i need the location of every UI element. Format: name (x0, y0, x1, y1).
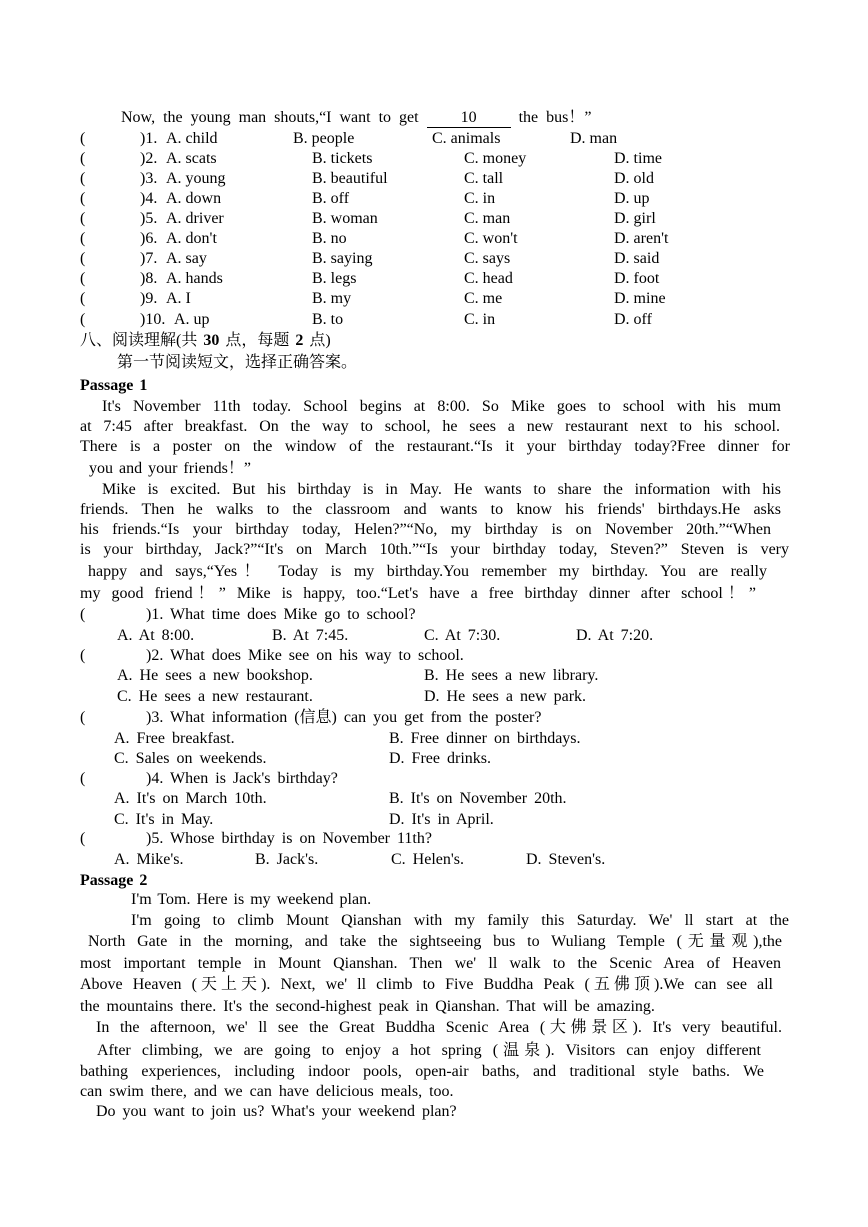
cloze-item-9: ( )9. A. I B. my C. me D. mine (80, 290, 666, 307)
question-5: ( )5. Whose birthday is on November 11th? (80, 830, 432, 847)
cloze-line-after: the bus！” (518, 109, 592, 126)
passage1-line: happy and says,“Yes！ Today is my birthday.You remember my birthday. You are really (88, 563, 767, 580)
question-5-option: B. Jack's. (255, 851, 319, 868)
question-3-option: D. Free drinks. (389, 750, 491, 767)
question-3: ( )3. What information (信息) can you get from the poster? (80, 709, 542, 726)
passage1-title: Passage 1 (80, 377, 148, 394)
question-2: ( )2. What does Mike see on his way to school. (80, 647, 464, 664)
passage2-line: Above Heaven (天上天). Next, we' ll climb to Five Buddha Peak (五佛顶).We can see all (80, 976, 773, 993)
cloze-item-5: ( )5. A. driver B. woman C. man D. girl (80, 210, 656, 227)
question-2-option: A. He sees a new bookshop. (117, 667, 313, 684)
passage2-line: the mountains there. It's the second-highest peak in Qianshan. That will be amazing. (80, 998, 655, 1015)
question-3-option: A. Free breakfast. (114, 730, 235, 747)
question-5-option: C. Helen's. (391, 851, 464, 868)
passage2-line: After climbing, we are going to enjoy a hot spring (温泉). Visitors can enjoy different (97, 1042, 761, 1059)
question-5-option: A. Mike's. (114, 851, 184, 868)
passage1-line: at 7:45 after breakfast. On the way to school, he sees a new restaurant next to his school. (80, 418, 780, 435)
passage2-line: Do you want to join us? What's your weekend plan? (96, 1103, 457, 1120)
question-1-option: B. At 7:45. (272, 627, 349, 644)
cloze-item-3: ( )3. A. young B. beautiful C. tall D. old (80, 170, 654, 187)
cloze-item-4: ( )4. A. down B. off C. in D. up (80, 190, 650, 207)
cloze-item-10: ( )10. A. up B. to C. in D. off (80, 311, 652, 328)
question-2-option: B. He sees a new library. (424, 667, 599, 684)
question-4-option: D. It's in April. (389, 811, 494, 828)
passage1-line: you and your friends！” (89, 460, 251, 477)
passage2-line: I'm going to climb Mount Qianshan with my family this Saturday. We' ll start at the (131, 912, 789, 929)
passage1-line: is your birthday, Jack?”“It's on March 10th.”“Is your birthday today, Steven?” Steven is very (80, 541, 789, 558)
passage1-line: my good friend！” Mike is happy, too.“Let's have a free birthday dinner after school！” (80, 585, 756, 602)
question-2-option: C. He sees a new restaurant. (117, 688, 313, 705)
cloze-blank-10: 10 (427, 109, 511, 128)
cloze-line-before: Now, the young man shouts,“I want to get (121, 109, 419, 126)
passage2-line: most important temple in Mount Qianshan. Then we' ll walk to the Scenic Area of Heaven (80, 955, 781, 972)
question-1: ( )1. What time does Mike go to school? (80, 606, 416, 623)
cloze-last-line (121, 108, 761, 128)
question-4: ( )4. When is Jack's birthday? (80, 770, 338, 787)
question-5-option: D. Steven's. (526, 851, 606, 868)
question-1-option: A. At 8:00. (117, 627, 195, 644)
passage1-line: It's November 11th today. School begins at 8:00. So Mike goes to school with his mum (102, 398, 781, 415)
passage2-line: I'm Tom. Here is my weekend plan. (131, 891, 372, 908)
question-4-option: A. It's on March 10th. (114, 790, 267, 807)
question-4-option: C. It's in May. (114, 811, 214, 828)
cloze-item-1: ( )1. A. child B. people C. animals D. man (80, 130, 618, 147)
passage2-line: North Gate in the morning, and take the sightseeing bus to Wuliang Temple (无量观),the (88, 933, 782, 950)
passage1-line: friends. Then he walks to the classroom and wants to know his friends' birthdays.He asks (80, 501, 781, 518)
passage2-line: can swim there, and we can have delicious meals, too. (80, 1083, 454, 1100)
question-3-option: B. Free dinner on birthdays. (389, 730, 581, 747)
question-4-option: B. It's on November 20th. (389, 790, 567, 807)
passage2-line: bathing experiences, including indoor pools, open-air baths, and traditional style baths. We (80, 1063, 764, 1080)
passage1-line: his friends.“Is your birthday today, Helen?”“No, my birthday is on November 20th.”“When (80, 521, 771, 538)
section-subheading: 第一节阅读短文，选择正确答案。 (117, 354, 358, 371)
section-heading: 八、阅读理解(共 30 点，每题 2 点) (80, 332, 331, 349)
cloze-item-7: ( )7. A. say B. saying C. says D. said (80, 250, 660, 267)
cloze-item-6: ( )6. A. don't B. no C. won't D. aren't (80, 230, 669, 247)
passage1-line: Mike is excited. But his birthday is in May. He wants to share the information with his (102, 481, 781, 498)
question-3-option: C. Sales on weekends. (114, 750, 267, 767)
cloze-item-2: ( )2. A. scats B. tickets C. money D. time (80, 150, 662, 167)
passage1-line: There is a poster on the window of the restaurant.“Is it your birthday today?Free dinner for (80, 438, 790, 455)
passage2-title: Passage 2 (80, 872, 148, 889)
question-2-option: D. He sees a new park. (424, 688, 587, 705)
cloze-item-8: ( )8. A. hands B. legs C. head D. foot (80, 270, 660, 287)
question-1-option: C. At 7:30. (424, 627, 501, 644)
question-1-option: D. At 7:20. (576, 627, 654, 644)
passage2-line: In the afternoon, we' ll see the Great Buddha Scenic Area (大佛景区). It's very beautiful. (96, 1019, 782, 1036)
